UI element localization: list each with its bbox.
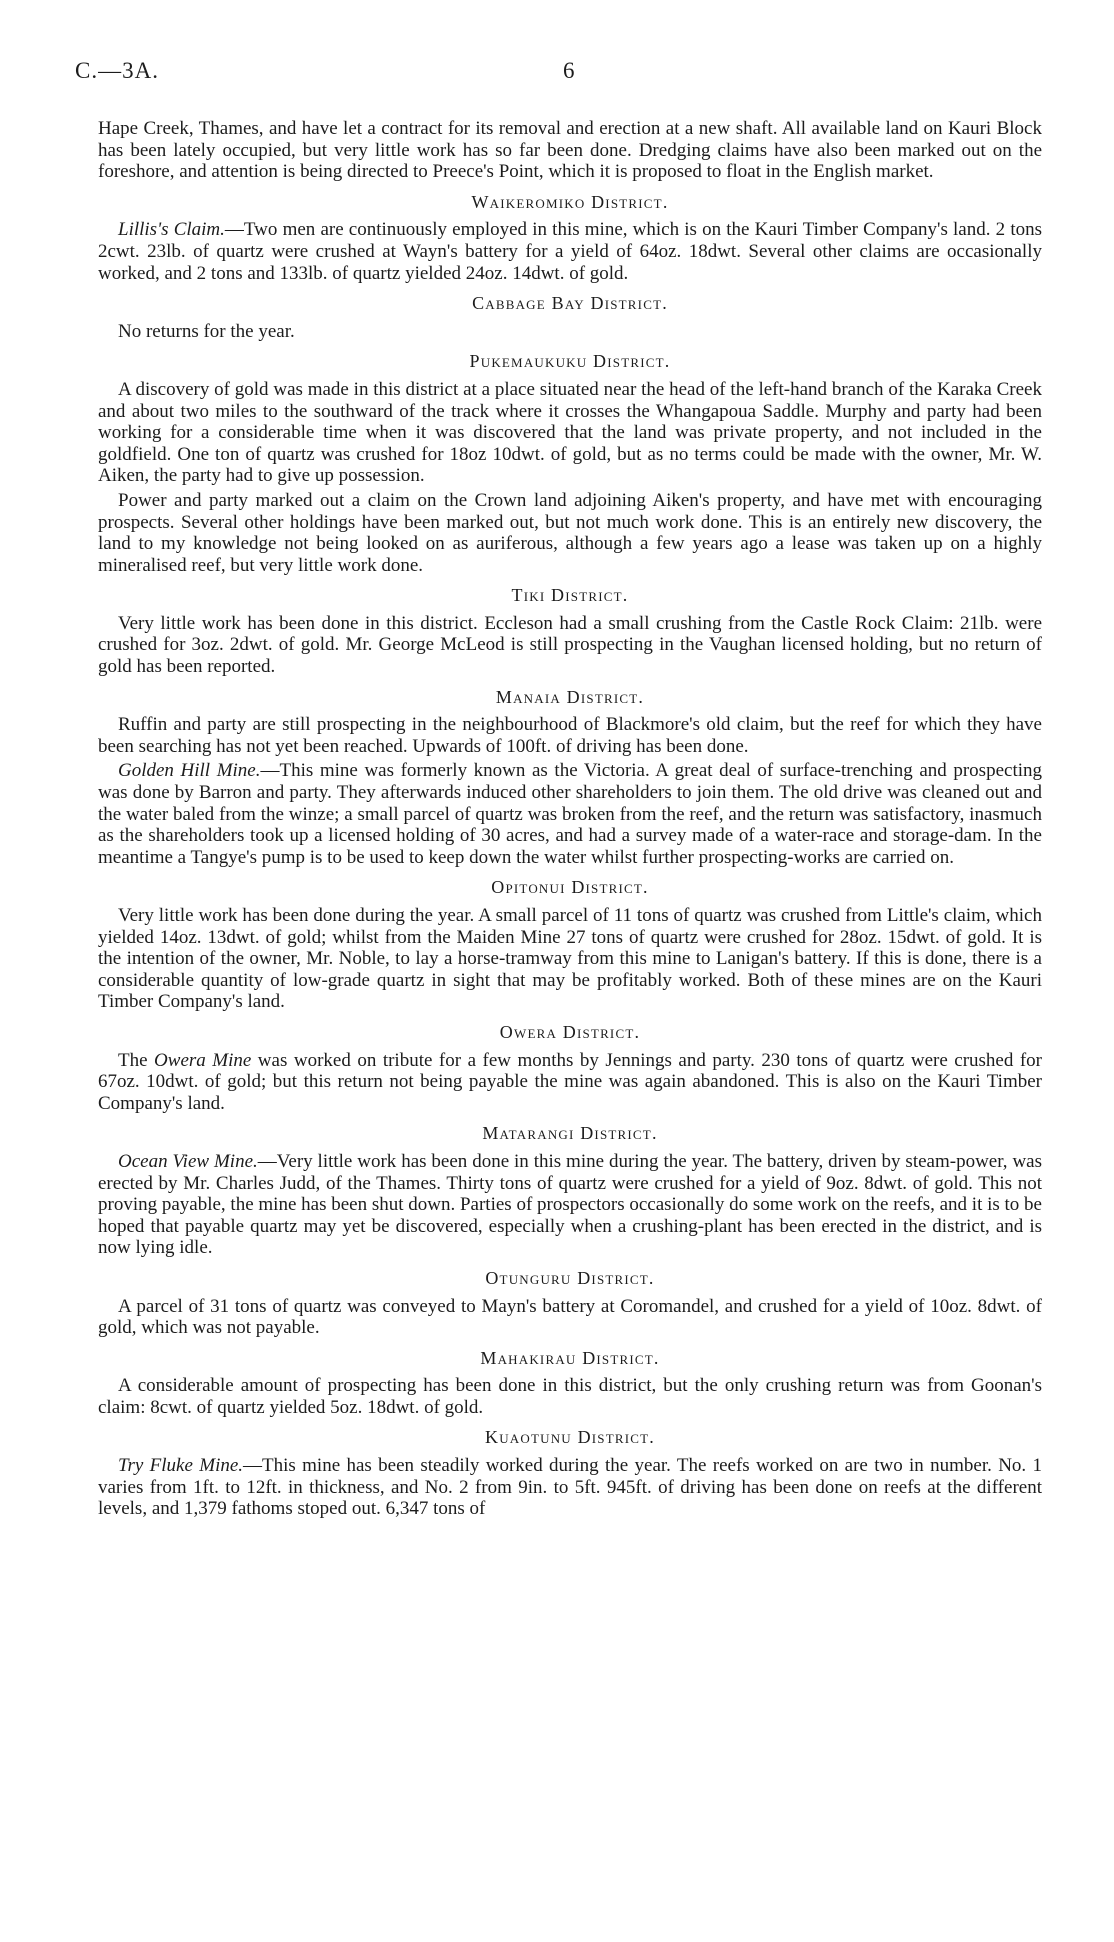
paragraph-text: —This mine was formerly known as the Victoria. A great deal of surface-trenching and prospecting was done by Barron and party. They afterwards induced other shareholders to join them. The old drive was cleaned out and the water baled from the winze; a small parcel of quartz was broken from the reef, and the return was satisfactory, inasmuch as the shareholders took up a licensed holding of 30 acres, and had a survey made of a water-race and storage-dam. In the meantime a Tangye's pump is to be used to keep down the water whilst further prospecting-works are carried on.: [98, 760, 1043, 868]
paragraph-text: was worked on tribute for a few months by Jennings and party. 230 tons of quartz were crushed for 67oz. 10dwt. of gold; but this return not being payable the mine was again abandoned. This is also on the Kauri Timber Company's land.: [98, 1049, 1043, 1114]
paragraph-text: Very little work has been done in this district. Eccleson had a small crushing from the Castle Rock Claim: 21lb. were crushed for 3oz. 2dwt. of gold. Mr. George McLeod is still prospecting in the Vaughan licensed holding, but no return of gold has been reported.: [98, 612, 1042, 678]
paragraph-text: —Two men are continuously employed in this mine, which is on the Kauri Timber Company's land. 2 tons 2cwt. 23lb. of quartz were crushed at Wayn's battery for a yield of 64oz. 18dwt. Several other claims are occasionally worked, and 2 tons and 133lb. of quartz yielded 24oz. 14dwt. of gold.: [98, 219, 1042, 284]
paragraph: [98, 613, 1042, 678]
paragraph: [98, 490, 1042, 576]
report-body: [98, 118, 1042, 1523]
mine-name: Lillis's Claim.: [118, 219, 225, 241]
district-heading: Opitonui District.: [491, 877, 649, 898]
district-heading: Tiki District.: [511, 585, 629, 606]
paragraph-text: —This mine has been steadily worked during the year. The reefs worked on are two in number. No. 1 varies from 1ft. to 12ft. in thickness, and No. 2 from 9in. to 5ft. 945ft. of driving has been done on reefs at the different levels, and 1,379 fathoms stoped out. 6,347 tons of: [98, 1455, 1042, 1520]
paragraph: [98, 379, 1042, 487]
page-number: 6: [563, 58, 575, 83]
mine-name: Golden Hill Mine.: [118, 760, 261, 782]
paragraph: [98, 1050, 1042, 1115]
paragraph-text: Ruffin and party are still prospecting in the neighbourhood of Blackmore's old claim, but the reef for which they have been searching has not yet been reached. Upwards of 100ft. of driving has been done.: [98, 714, 1042, 757]
district-heading: Manaia District.: [495, 686, 645, 707]
district-heading: Otunguru District.: [485, 1267, 655, 1288]
paragraph-text: A considerable amount of prospecting has been done in this district, but the only crushing return was from Goonan's claim: 8cwt. of quartz yielded 5oz. 18dwt. of gold.: [98, 1375, 1042, 1418]
paragraph-text: No returns for the year.: [118, 320, 295, 342]
district-heading: Kuaotunu District.: [485, 1427, 655, 1448]
district-heading: Cabbage Bay District.: [472, 293, 668, 314]
district-heading: Owera District.: [499, 1021, 641, 1042]
document-reference: C.—3A.: [75, 58, 159, 83]
paragraph: [98, 714, 1042, 757]
paragraph: [98, 1375, 1042, 1418]
paragraph-text: Hape Creek, Thames, and have let a contract for its removal and erection at a new shaft. All available land on Kauri Block has been lately occupied, but very little work has so far been done. Dredging claims have also been marked out on the foreshore, and attention is being directed to Preece's Point, which it is proposed to float in the English market.: [98, 118, 1042, 183]
paragraph: [98, 905, 1042, 1013]
mine-name: Try Fluke Mine.: [118, 1455, 244, 1477]
paragraph: [98, 1455, 1042, 1520]
district-heading: Waikeromiko District.: [471, 191, 669, 212]
paragraph-prefix: The: [118, 1049, 155, 1071]
paragraph-text: —Very little work has been done in this mine during the year. The battery, driven by steam-power, was erected by Mr. Charles Judd, of the Thames. Thirty tons of quartz were crushed for a yield of 9oz. 8dwt. of gold. This not proving payable, the mine has been shut down. Parties of prospectors occasionally do some work on the reefs, and it is to be hoped that payable quartz may yet be discovered, especially when a crushing-plant has been erected in the district, and is now lying idle.: [98, 1150, 1042, 1259]
district-heading: Mahakirau District.: [480, 1347, 660, 1368]
paragraph: [98, 219, 1042, 284]
paragraph-text: A parcel of 31 tons of quartz was conveyed to Mayn's battery at Coromandel, and crushed for a yield of 10oz. 8dwt. of gold, which was not payable.: [98, 1295, 1042, 1339]
mine-name: Ocean View Mine.: [118, 1150, 258, 1172]
paragraph: [98, 118, 1042, 183]
paragraph: [98, 1296, 1042, 1339]
paragraph-text: Power and party marked out a claim on the Crown land adjoining Aiken's property, and have met with encouraging prospects. Several other holdings have been marked out, but not much work done. This is an entirely new discovery, the land to my knowledge not being looked on as auriferous, although a few years ago a lease was taken up on a highly mineralised reef, but very little work done.: [98, 489, 1042, 576]
paragraph-text: A discovery of gold was made in this district at a place situated near the head of the left-hand branch of the Karaka Creek and about two miles to the southward of the track where it crosses the Whangapoua Saddle. Murphy and party had been working for a considerable time when it was discovered that the land was private property, and not included in the goldfield. One ton of quartz was crushed for 18oz 10dwt. of gold, but as no terms could be made with the owner, Mr. W. Aiken, the party had to give up possession.: [98, 378, 1042, 487]
district-heading: Pukemaukuku District.: [469, 351, 671, 372]
page-header: [75, 58, 1039, 88]
mine-name: Owera Mine: [154, 1049, 252, 1071]
district-heading: Matarangi District.: [482, 1123, 658, 1144]
paragraph-text: Very little work has been done during the year. A small parcel of 11 tons of quartz was crushed from Little's claim, which yielded 14oz. 13dwt. of gold; whilst from the Maiden Mine 27 tons of quartz were crushed for 28oz. 15dwt. of gold. It is the intention of the owner, Mr. Noble, to lay a horse-tramway from this mine to Lanigan's battery. If this is done, there is a considerable quantity of low-grade quartz in sight that may be profitably worked. Both of these mines are on the Kauri Timber Company's land.: [98, 905, 1042, 1013]
paragraph: [98, 1151, 1042, 1259]
paragraph: [98, 321, 1042, 343]
paragraph: [98, 760, 1042, 868]
